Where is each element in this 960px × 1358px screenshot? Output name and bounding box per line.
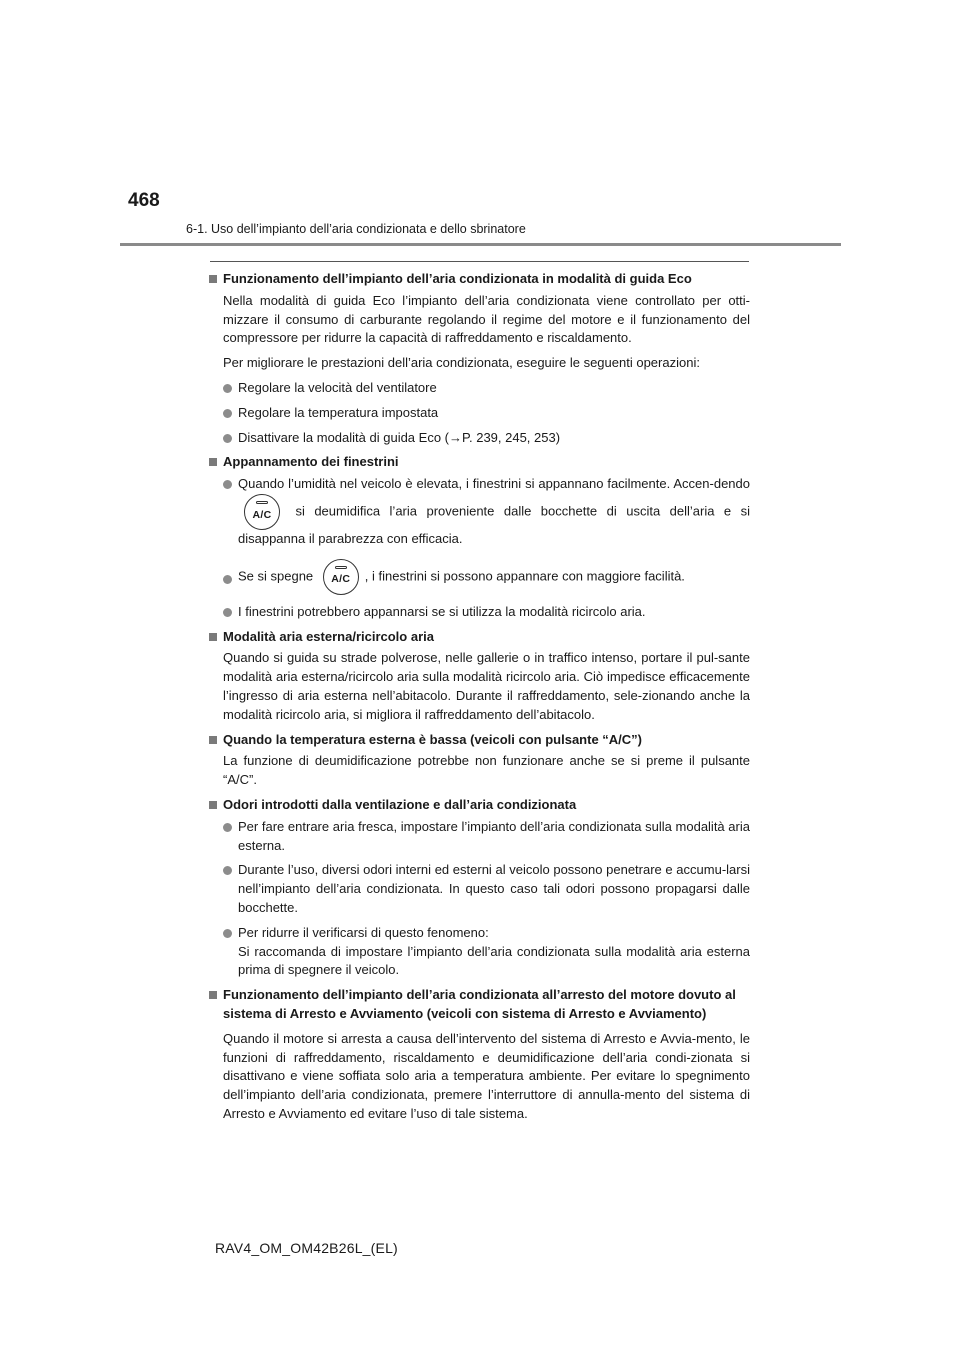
round-bullet-icon <box>223 608 232 617</box>
section-title: Quando la temperatura esterna è bassa (veicoli con pulsante “A/C”) <box>223 731 643 747</box>
round-bullet-icon <box>223 823 232 832</box>
square-bullet-icon <box>209 736 217 744</box>
list-item-text: Disattivare la modalità di guida Eco (→P. 239, 245, 253) <box>238 429 561 445</box>
round-bullet-icon <box>223 409 232 418</box>
round-bullet-icon <box>223 575 232 584</box>
round-bullet-icon <box>223 434 232 443</box>
section-title: Odori introdotti dalla ventilazione e dall’aria condizionata <box>223 796 577 812</box>
section-rule <box>210 261 749 262</box>
page-number: 468 <box>128 190 160 211</box>
ac-button-icon: A/C <box>244 494 280 530</box>
list-item <box>209 861 750 917</box>
square-bullet-icon <box>209 275 217 283</box>
list-item-text: Durante l’uso, diversi odori interni ed esterni al veicolo possono penetrare e accumu-larsi nell’impianto dell’aria condizionata. In questo caso tali odori possono propagarsi dalle bocchette. <box>238 862 750 915</box>
round-bullet-icon <box>223 866 232 875</box>
square-bullet-icon <box>209 633 217 641</box>
section-heading-recirc <box>209 628 750 647</box>
square-bullet-icon <box>209 991 217 999</box>
list-item <box>209 475 750 549</box>
section-heading-fog <box>209 453 750 472</box>
round-bullet-icon <box>223 929 232 938</box>
list-item-text: Regolare la velocità del ventilatore <box>238 379 437 395</box>
square-bullet-icon <box>209 801 217 809</box>
ac-button-icon: A/C <box>323 559 359 595</box>
list-item <box>209 379 750 398</box>
square-bullet-icon <box>209 458 217 466</box>
chapter-title: 6-1. Uso dell’impianto dell’aria condizionata e dello sbrinatore <box>186 222 526 236</box>
section-title: Funzionamento dell’impianto dell’aria condizionata all’arresto del motore dovuto al sistema di Arresto e Avviamento (veicoli con sistema di Arresto e Avviamento) <box>223 987 736 1021</box>
round-bullet-icon <box>223 480 232 489</box>
indicator-light-icon <box>256 501 268 504</box>
section-heading-eco <box>209 270 750 289</box>
paragraph: La funzione di deumidificazione potrebbe non funzionare anche se si preme il pulsante “A/C”. <box>223 753 750 788</box>
paragraph: Per migliorare le prestazioni dell’aria condizionata, eseguire le seguenti operazioni: <box>223 355 700 371</box>
document-code: RAV4_OM_OM42B26L_(EL) <box>215 1240 398 1256</box>
list-item-text: Quando l’umidità nel veicolo è elevata, i finestrini si appannano facilmente. Accen-dendo A/C si deumidifica l’aria proveniente dalle bocchette di uscita dell’aria e si disappanna il parabrezza con efficacia. <box>238 476 750 546</box>
list-item-text: Se si spegne A/C , i finestrini si possono appannare con maggiore facilità. <box>238 559 750 595</box>
list-item-text: Per ridurre il verificarsi di questo fenomeno: Si raccomanda di impostare l’impianto dell’aria condizionata sulla modalità aria esterna prima di spegnere il veicolo. <box>238 924 750 978</box>
paragraph: Nella modalità di guida Eco l’impianto dell’aria condizionata viene controllato per otti-mizzare il consumo di carburante regolando il regime del motore e il funzionamento del compressore per ridurre la capacità di raffreddamento e riscaldamento. <box>223 292 750 346</box>
list-item <box>209 603 750 622</box>
list-item <box>209 818 750 856</box>
round-bullet-icon <box>223 384 232 393</box>
section-title: Funzionamento dell’impianto dell’aria condizionata in modalità di guida Eco <box>223 271 692 286</box>
indicator-light-icon <box>335 566 347 569</box>
paragraph: Quando si guida su strade polverose, nelle gallerie o in traffico intenso, portare il pul-sante modalità aria esterna/ricircolo aria sulla modalità ricircolo aria. Ciò impedisce efficacemente l’ingresso di aria esterna nell’abitacolo. Durante il raffreddamento, sele-zionando anche la modalità ricircolo aria, si migliora il raffreddamento dell’abitacolo. <box>223 650 750 722</box>
section-heading-lowtemp <box>209 731 750 750</box>
list-item <box>209 404 750 423</box>
list-item-text: Regolare la temperatura impostata <box>238 404 439 420</box>
list-item <box>209 924 750 980</box>
list-item <box>209 559 750 595</box>
paragraph: Quando il motore si arresta a causa dell’intervento del sistema di Arresto e Avvia-mento, le funzioni di raffreddamento, riscaldamento e deumidificazione dell’aria condi-zionata si disattivano e viene soffiata solo aria a temperatura ambiente. Per evitare lo spegnimento dell’impianto dell’aria condizionata, premere l’interruttore di annulla-mento del sistema di Arresto e Avviamento ed evitare l’uso di tale sistema. <box>223 1030 750 1121</box>
header-rule <box>120 243 841 246</box>
list-item-text: I finestrini potrebbero appannarsi se si utilizza la modalità ricircolo aria. <box>238 603 646 619</box>
section-title: Modalità aria esterna/ricircolo aria <box>223 628 434 644</box>
list-item-text: Per fare entrare aria fresca, impostare l’impianto dell’aria condizionata sulla modalità aria esterna. <box>238 818 750 853</box>
section-heading-odors <box>209 796 750 815</box>
section-title: Appannamento dei finestrini <box>223 454 399 470</box>
list-item <box>209 429 750 448</box>
page-content <box>209 266 750 1124</box>
section-heading-stopstart <box>209 986 750 1024</box>
